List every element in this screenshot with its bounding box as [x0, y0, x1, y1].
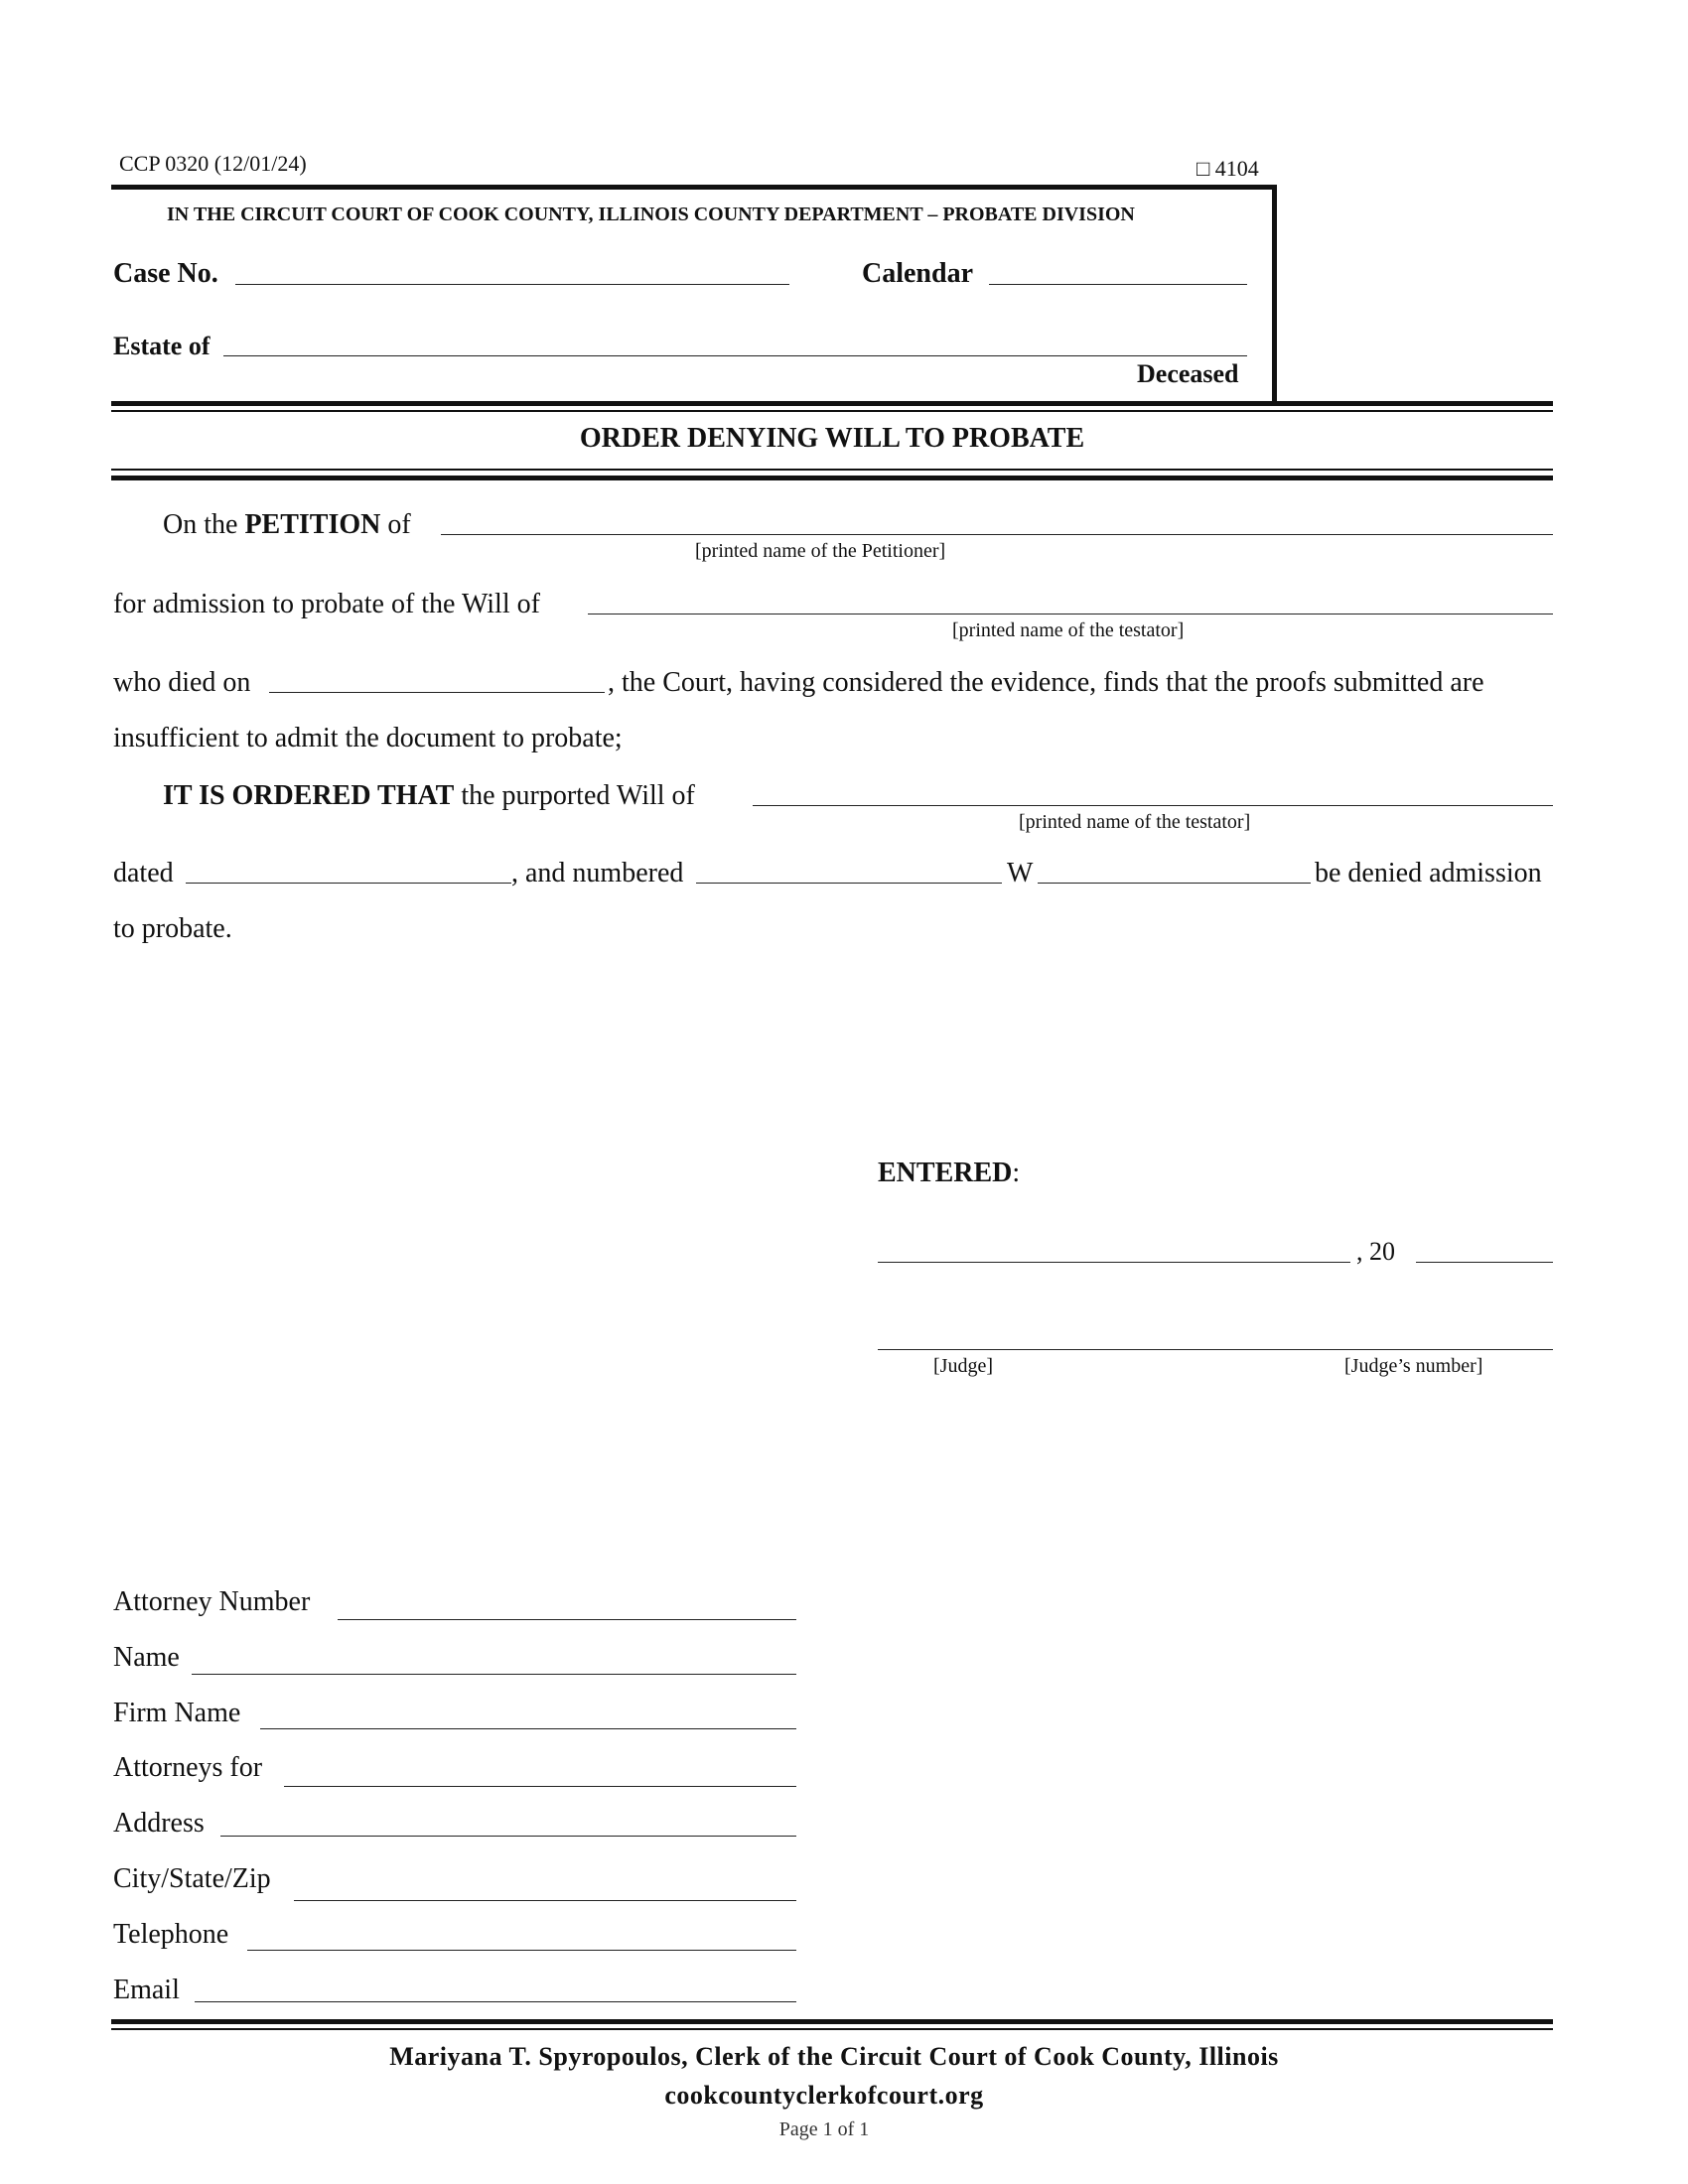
testator-hint-2: [printed name of the testator] — [1019, 811, 1251, 833]
form-box-number: □ 4104 — [1196, 156, 1259, 181]
dated-label: dated — [113, 858, 174, 888]
header-box-top-border — [111, 185, 1277, 190]
be-denied-text: be denied admission — [1315, 858, 1542, 888]
entered-label: ENTERED: — [878, 1158, 1021, 1188]
court-line: IN THE CIRCUIT COURT OF COOK COUNTY, ILLINOIS COUNTY DEPARTMENT – PROBATE DIVISION — [167, 204, 1135, 225]
attorneys-for-label: Attorneys for — [113, 1752, 263, 1783]
city-state-zip-field[interactable] — [294, 1900, 796, 1901]
judge-signature-field[interactable] — [878, 1349, 1553, 1350]
purported-testator-field[interactable] — [753, 805, 1553, 806]
telephone-label: Telephone — [113, 1919, 229, 1950]
email-field[interactable] — [195, 2001, 796, 2002]
deceased-label: Deceased — [1137, 359, 1239, 388]
estate-of-label: Estate of — [113, 332, 211, 360]
title-rule-top-thin — [111, 410, 1553, 412]
petitioner-hint: [printed name of the Petitioner] — [695, 540, 946, 562]
email-label: Email — [113, 1975, 180, 2005]
petition-line: On the PETITION of — [163, 509, 411, 540]
judge-hint: [Judge] — [933, 1355, 993, 1377]
clerk-name: Mariyana T. Spyropoulos, Clerk of the Circuit Court of Cook County, Illinois — [389, 2042, 1279, 2071]
firm-name-field[interactable] — [260, 1728, 796, 1729]
ordered-line: IT IS ORDERED THAT the purported Will of — [163, 780, 695, 811]
testator-hint: [printed name of the testator] — [952, 619, 1185, 641]
w-label: W — [1007, 858, 1034, 888]
insufficient-text: insufficient to admit the document to probate; — [113, 723, 623, 753]
will-number-field[interactable] — [696, 883, 1002, 884]
footer-rule-thin — [111, 2028, 1553, 2030]
w-number-field[interactable] — [1038, 883, 1311, 884]
address-label: Address — [113, 1808, 205, 1839]
attorney-name-field[interactable] — [192, 1674, 796, 1675]
attorneys-for-field[interactable] — [284, 1786, 796, 1787]
page-title: ORDER DENYING WILL TO PROBATE — [579, 423, 1085, 454]
finding-text: , the Court, having considered the evidence, finds that the proofs submitted are — [608, 667, 1484, 698]
attorney-number-label: Attorney Number — [113, 1586, 311, 1617]
attorney-name-label: Name — [113, 1642, 180, 1673]
clerk-website[interactable]: cookcountyclerkofcourt.org — [664, 2081, 984, 2110]
case-no-field[interactable] — [235, 284, 789, 285]
form-code: CCP 0320 (12/01/24) — [119, 151, 307, 176]
attorney-number-field[interactable] — [338, 1619, 796, 1620]
title-rule-bottom-thick — [111, 476, 1553, 480]
estate-of-field[interactable] — [223, 355, 1247, 356]
date-of-death-field[interactable] — [269, 692, 605, 693]
will-date-field[interactable] — [186, 883, 511, 884]
address-field[interactable] — [220, 1836, 796, 1837]
admission-label: for admission to probate of the Will of — [113, 589, 540, 619]
title-rule-top-thick — [111, 401, 1553, 406]
footer-rule-thick — [111, 2019, 1553, 2024]
calendar-label: Calendar — [862, 258, 973, 289]
firm-name-label: Firm Name — [113, 1698, 241, 1728]
entered-year-field[interactable] — [1416, 1262, 1553, 1263]
who-died-on-label: who died on — [113, 667, 251, 698]
and-numbered-label: , and numbered — [511, 858, 684, 888]
city-state-zip-label: City/State/Zip — [113, 1863, 271, 1894]
header-box-right-border — [1272, 185, 1277, 401]
calendar-field[interactable] — [989, 284, 1247, 285]
page-number: Page 1 of 1 — [778, 2118, 870, 2140]
petitioner-name-field[interactable] — [441, 534, 1553, 535]
entered-date-field[interactable] — [878, 1262, 1350, 1263]
telephone-field[interactable] — [247, 1950, 796, 1951]
case-no-label: Case No. — [113, 258, 218, 289]
year-prefix: , 20 — [1356, 1237, 1395, 1266]
title-rule-bottom-thin — [111, 469, 1553, 471]
to-probate-text: to probate. — [113, 913, 232, 944]
judge-number-hint: [Judge’s number] — [1344, 1355, 1483, 1377]
